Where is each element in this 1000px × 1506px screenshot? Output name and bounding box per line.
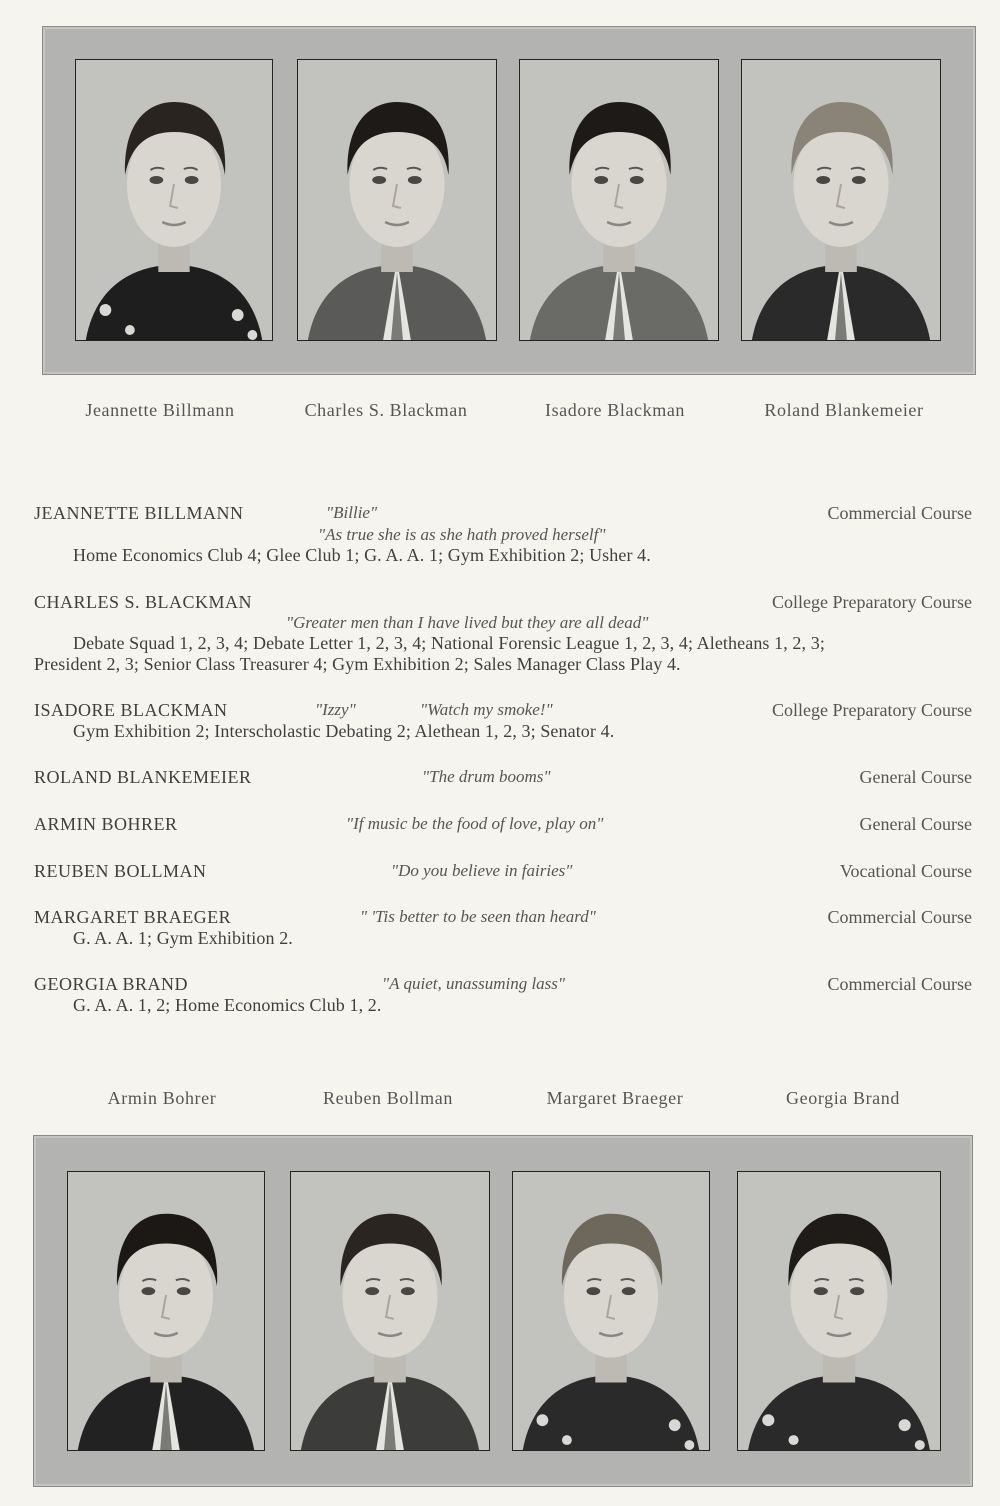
entry-name: ISADORE BLACKMAN [34,700,228,720]
portrait-drawing [76,60,272,340]
entry-name: JEANNETTE BILLMANN [34,503,244,523]
portrait-drawing [738,1172,940,1450]
portrait-drawing [742,60,940,340]
entry-activities-braeger: G. A. A. 1; Gym Exhibition 2. [73,928,293,948]
portrait-reuben-bollman [290,1171,490,1451]
entry-name: ROLAND BLANKEMEIER [34,767,252,787]
entry-bollman [34,861,972,883]
entry-activities-iblackman: Gym Exhibition 2; Interscholastic Debating 2; Alethean 1, 2, 3; Senator 4. [73,721,615,741]
portrait-armin-bohrer [67,1171,265,1451]
entry-name: CHARLES S. BLACKMAN [34,592,253,612]
entry-course: Commercial Course [827,503,972,523]
entry-iblackman [34,700,972,722]
caption-isadore-blackman: Isadore Blackman [544,400,686,420]
portrait-drawing [68,1172,264,1450]
portrait-drawing [291,1172,489,1450]
entry-brand [34,974,972,996]
entry-quote: "A quiet, unassuming lass" [382,974,566,993]
portrait-jeannette-billmann [75,59,273,341]
entry-billmann [34,503,972,525]
portrait-drawing [520,60,718,340]
caption-jeannette-billmann: Jeannette Billmann [85,400,235,420]
caption-georgia-brand: Georgia Brand [786,1088,900,1108]
entry-name: MARGARET BRAEGER [34,907,232,927]
entry-quote: " 'Tis better to be seen than heard" [360,907,596,926]
portrait-roland-blankemeier [741,59,941,341]
portrait-charles-blackman [297,59,497,341]
entry-activities-brand: G. A. A. 1, 2; Home Economics Club 1, 2. [73,995,382,1015]
entry-course: Vocational Course [839,861,972,881]
entry-quote: "The drum booms" [422,767,551,786]
caption-margaret-braeger: Margaret Braeger [546,1088,684,1108]
caption-reuben-bollman: Reuben Bollman [323,1088,453,1108]
portrait-drawing [513,1172,709,1450]
portrait-margaret-braeger [512,1171,710,1451]
entry-course: Commercial Course [827,974,972,994]
entry-quote: "Watch my smoke!" [420,700,553,719]
entry-nickname: "Billie" [326,503,378,522]
entry-cblackman [34,592,972,614]
entry-course: College Preparatory Course [772,592,972,612]
entry-course: College Preparatory Course [772,700,972,720]
entry-activities-cblackman-2: President 2, 3; Senior Class Treasurer 4; Gym Exhibition 2; Sales Manager Class Play 4. [34,654,681,674]
entry-course: General Course [859,767,972,787]
entry-quote: "If music be the food of love, play on" [346,814,604,833]
top-photo-panel [42,26,976,375]
entry-bohrer [34,814,972,836]
entry-blankemeier [34,767,972,789]
entry-course: Commercial Course [827,907,972,927]
caption-roland-blankemeier: Roland Blankemeier [764,400,924,420]
entry-course: General Course [859,814,972,834]
entry-nickname: "Izzy" [315,700,356,719]
entry-quote-billmann: "As true she is as she hath proved herself" [318,525,606,544]
entry-activities-cblackman-1: Debate Squad 1, 2, 3, 4; Debate Letter 1, 2, 3, 4; National Forensic League 1, 2, 3, 4; Aletheans 1, 2, 3; [73,633,825,653]
portrait-isadore-blackman [519,59,719,341]
entry-name: GEORGIA BRAND [34,974,189,994]
bottom-photo-panel [33,1135,973,1487]
entry-quote-cblackman: "Greater men than I have lived but they are all dead" [286,613,649,632]
portrait-drawing [298,60,496,340]
entry-braeger [34,907,972,929]
entry-activities-billmann: Home Economics Club 4; Glee Club 1; G. A. A. 1; Gym Exhibition 2; Usher 4. [73,545,651,565]
portrait-georgia-brand [737,1171,941,1451]
caption-armin-bohrer: Armin Bohrer [107,1088,217,1108]
entry-name: REUBEN BOLLMAN [34,861,207,881]
entry-name: ARMIN BOHRER [34,814,178,834]
caption-charles-blackman: Charles S. Blackman [304,400,468,420]
entry-quote: "Do you believe in fairies" [391,861,573,880]
